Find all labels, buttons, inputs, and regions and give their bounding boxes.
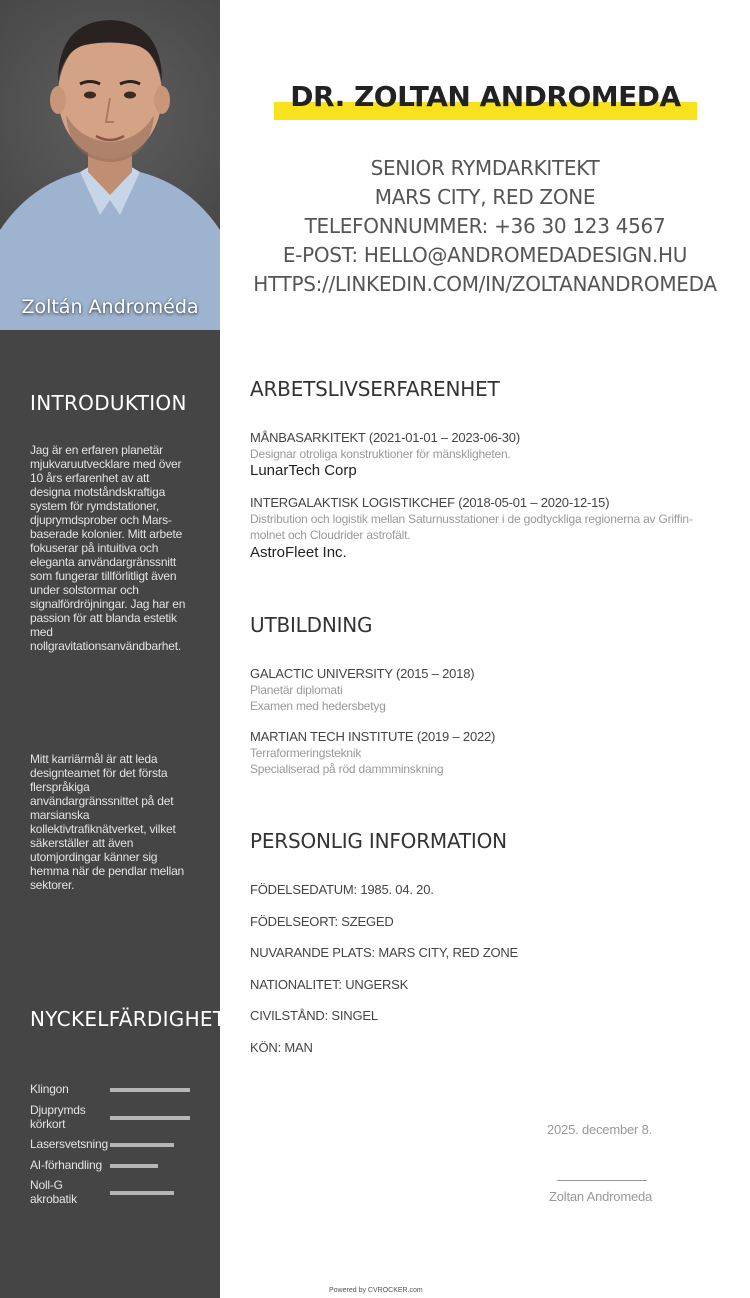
skill-name: Djuprymds körkort <box>30 1103 86 1131</box>
personal-info-item: FÖDELSEORT: SZEGED <box>250 914 394 929</box>
education-detail: Specialiserad på röd dammminskning <box>250 762 444 776</box>
skill-level-bar <box>110 1191 174 1195</box>
skill-name: Klingon <box>30 1082 69 1096</box>
linkedin-link[interactable]: HTTPS://LINKEDIN.COM/IN/ZOLTANANDROMEDA <box>253 272 717 296</box>
job-title: MÅNBASARKITEKT (2021-01-01 – 2023-06-30) <box>250 430 520 445</box>
sidebar <box>0 0 259 1298</box>
full-name: DR. ZOLTAN ANDROMEDA <box>290 80 681 113</box>
introduction-heading: INTRODUKTION <box>30 391 187 415</box>
education-detail: Terraformeringsteknik <box>250 746 362 760</box>
profile-photo <box>0 0 220 330</box>
personal-info-item: NUVARANDE PLATS: MARS CITY, RED ZONE <box>250 945 519 960</box>
job-description: Designar otroliga konstruktioner för mänskligheten. <box>250 447 511 461</box>
skill-level-bar <box>110 1164 158 1168</box>
job-title: INTERGALAKTISK LOGISTIKCHEF (2018-05-01 – 2020-12-15) <box>250 495 610 510</box>
location: MARS CITY, RED ZONE <box>374 185 596 209</box>
education-heading: UTBILDNING <box>250 613 373 637</box>
email-link[interactable]: E-POST: HELLO@ANDROMEDADESIGN.HU <box>282 243 688 267</box>
name-block <box>274 78 697 122</box>
personal-info-item: CIVILSTÅND: SINGEL <box>250 1008 378 1023</box>
education-title: GALACTIC UNIVERSITY (2015 – 2018) <box>250 666 475 681</box>
signature-date: 2025. december 8. <box>547 1122 653 1137</box>
skills-heading: NYCKELFÄRDIGHETER: <box>30 1007 259 1031</box>
skill-level-bar <box>110 1088 190 1092</box>
experience-heading: ARBETSLIVSERFARENHET <box>250 377 500 401</box>
education-detail: Planetär diplomati <box>250 683 343 697</box>
personal-info-item: NATIONALITET: UNGERSK <box>250 977 409 992</box>
introduction-paragraph-2: Mitt karriärmål är att leda designteamet för det första flerspråkiga användargränssnittet på det marsianska kollektivtrafiknätverket, vilket säkerställer att även utomjordingar känner sig hemma när de pendlar mellan sektorer. <box>30 752 185 892</box>
photo-caption: Zoltán Androméda <box>21 296 199 318</box>
skill-name: Lasersvetsning <box>30 1137 108 1151</box>
company-name: AstroFleet Inc. <box>250 544 347 561</box>
footer-credit[interactable]: Powered by CVROCKER.com <box>329 1287 423 1294</box>
job-description: Distribution och logistik mellan Saturnusstationer i de godtyckliga regionerna av Griffin-molnet och Cloudrider astrofält. <box>250 512 693 542</box>
skill-level-bar <box>110 1143 174 1147</box>
personal-info-heading: PERSONLIG INFORMATION <box>250 829 507 853</box>
company-name: LunarTech Corp <box>250 462 357 479</box>
skill-name: AI-förhandling <box>30 1158 102 1172</box>
signature-line <box>557 1180 647 1181</box>
education-detail: Examen med hedersbetyg <box>250 699 386 713</box>
education-title: MARTIAN TECH INSTITUTE (2019 – 2022) <box>250 729 496 744</box>
personal-info-item: FÖDELSEDATUM: 1985. 04. 20. <box>250 882 434 897</box>
introduction-paragraph-1: Jag är en erfaren planetär mjukvaruutvecklare med över 10 års erfarenhet av att designa motståndskraftiga system för rymdstationer, djuprymdsprober och Mars-baserade kolonier. Mitt arbete fokuserar på intuitiva och eleganta användargränssnitt som fungerar tillförlitligt även under solstormar och signalfördröjningar. Jag har en passion för att blanda estetik med nollgravitationsanvändbarhet. <box>30 443 186 653</box>
portrait-illustration <box>0 0 220 330</box>
job-title: SENIOR RYMDARKITEKT <box>370 156 600 180</box>
personal-info-item: KÖN: MAN <box>250 1040 313 1055</box>
skill-level-bar <box>110 1116 190 1120</box>
phone: TELEFONNUMMER: +36 30 123 4567 <box>304 214 666 238</box>
signature-name: Zoltan Andromeda <box>549 1189 653 1204</box>
main-content <box>220 0 750 1298</box>
skill-name: Noll-G akrobatik <box>30 1178 77 1206</box>
